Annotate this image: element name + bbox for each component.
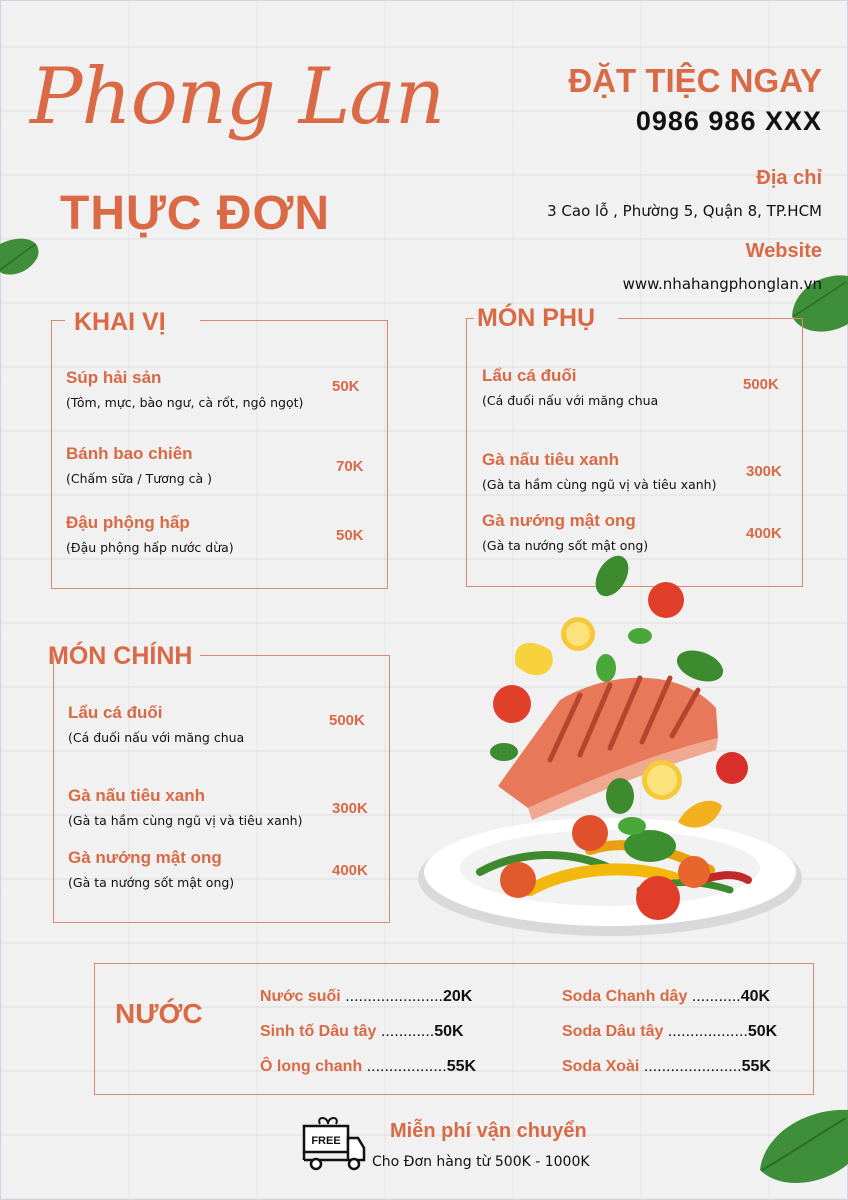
drink-item: [260, 1058, 476, 1076]
address-value: 3 Cao lỗ , Phường 5, Quận 8, TP.HCM: [547, 202, 822, 220]
item-name: Đậu phộng hấp: [66, 513, 190, 532]
drink-price: 55K: [741, 1058, 771, 1075]
item-name: Súp hải sản: [66, 368, 162, 387]
drink-price: 55K: [446, 1058, 477, 1075]
item-name: Gà nấu tiêu xanh: [68, 786, 205, 805]
section-khai-vi-title: KHAI VỊ: [74, 308, 166, 336]
item-name: Gà nướng mật ong: [68, 848, 222, 867]
website-label: Website: [745, 240, 822, 262]
item-description: (Đậu phộng hấp nước dừa): [66, 540, 234, 555]
section-khai-vi-top-line: [200, 320, 387, 321]
contact-info: [547, 62, 822, 293]
item-name: Gà nướng mật ong: [482, 511, 636, 530]
item-name: Bánh bao chiên: [66, 444, 193, 463]
item-description: (Cá đuối nấu với măng chua: [482, 393, 659, 408]
section-mon-phu-title: MÓN PHỤ: [477, 304, 596, 332]
shipping-subtitle: Cho Đơn hàng từ 500K - 1000K: [372, 1154, 590, 1170]
drink-price: 20K: [443, 988, 473, 1005]
drink-name: Nước suối: [260, 988, 341, 1005]
phone-number[interactable]: 0986 986 XXX: [635, 106, 822, 136]
website-link[interactable]: www.nhahangphonglan.vn: [622, 275, 822, 293]
menu-item: [482, 511, 648, 553]
item-description: (Gà ta nướng sốt mật ong): [482, 538, 649, 553]
menu-item: [66, 444, 212, 486]
item-price: 70K: [336, 458, 364, 475]
item-price: 300K: [332, 800, 368, 817]
drink-item: [562, 988, 770, 1006]
item-price: 500K: [329, 712, 365, 729]
menu-item: [68, 786, 302, 828]
item-price: 500K: [743, 376, 779, 393]
drink-item: [562, 1023, 777, 1041]
free-badge-text: FREE: [311, 1135, 341, 1147]
item-price: 300K: [746, 463, 782, 480]
salmon-dish-illustration: [410, 550, 810, 950]
menu-item: [66, 513, 234, 555]
drink-item: [260, 988, 472, 1006]
menu-item: [68, 703, 244, 745]
drink-name: Sinh tố Dâu tây: [260, 1023, 377, 1040]
leaf-decoration-right-bottom: [756, 1104, 848, 1186]
shipping-title: Miễn phí vận chuyển: [390, 1120, 587, 1142]
leaf-decoration-left: [0, 232, 44, 282]
leader-dots: ......................: [643, 1058, 742, 1075]
item-price: 50K: [336, 527, 364, 544]
leader-dots: ...........: [691, 988, 741, 1005]
address-label: Địa chỉ: [756, 167, 822, 189]
item-description: (Gà ta nướng sốt mật ong): [68, 875, 235, 890]
drink-name: Soda Chanh dây: [562, 988, 688, 1005]
item-description: (Gà ta hầm cùng ngũ vị và tiêu xanh): [68, 813, 303, 828]
item-name: Gà nấu tiêu xanh: [482, 450, 619, 469]
section-mon-chinh-top-line: [200, 655, 389, 656]
drink-name: Ô long chanh: [260, 1058, 363, 1075]
item-description: (Chấm sữa / Tương cà ): [66, 471, 213, 486]
drink-name: Soda Xoài: [562, 1058, 640, 1075]
menu-item: [482, 450, 716, 492]
brand-script-title: Phong Lan: [30, 52, 445, 142]
item-price: 400K: [746, 525, 782, 542]
drink-price: 50K: [747, 1023, 778, 1040]
drink-item: [562, 1058, 771, 1076]
drink-item: [260, 1023, 464, 1041]
menu-title: THỰC ĐƠN: [60, 187, 331, 240]
item-name: Lẩu cá đuối: [68, 703, 163, 722]
booking-cta: ĐẶT TIỆC NGAY: [568, 62, 822, 99]
leader-dots: ......................: [345, 988, 443, 1005]
leader-dots: ..................: [366, 1058, 447, 1075]
section-khai-vi-top-line: [51, 320, 65, 321]
section-mon-phu-top-line: [618, 318, 802, 319]
item-price: 50K: [332, 378, 360, 395]
section-mon-phu-top-line: [466, 318, 474, 319]
menu-item: [482, 366, 658, 408]
leader-dots: ..................: [667, 1023, 748, 1040]
section-nuoc-title: NƯỚC: [115, 998, 203, 1029]
menu-item: [66, 368, 303, 410]
drink-price: 50K: [434, 1023, 464, 1040]
item-description: (Tôm, mực, bào ngư, cà rốt, ngô ngọt): [66, 395, 304, 410]
leader-dots: ............: [380, 1023, 435, 1040]
drink-price: 40K: [740, 988, 771, 1005]
item-description: (Gà ta hầm cùng ngũ vị và tiêu xanh): [482, 477, 717, 492]
item-name: Lẩu cá đuối: [482, 366, 577, 385]
section-mon-chinh-title: MÓN CHÍNH: [48, 642, 193, 670]
free-delivery-truck-icon: [300, 1116, 368, 1174]
item-price: 400K: [332, 862, 368, 879]
drink-name: Soda Dâu tây: [562, 1023, 664, 1040]
menu-item: [68, 848, 234, 890]
item-description: (Cá đuối nấu với măng chua: [68, 730, 245, 745]
